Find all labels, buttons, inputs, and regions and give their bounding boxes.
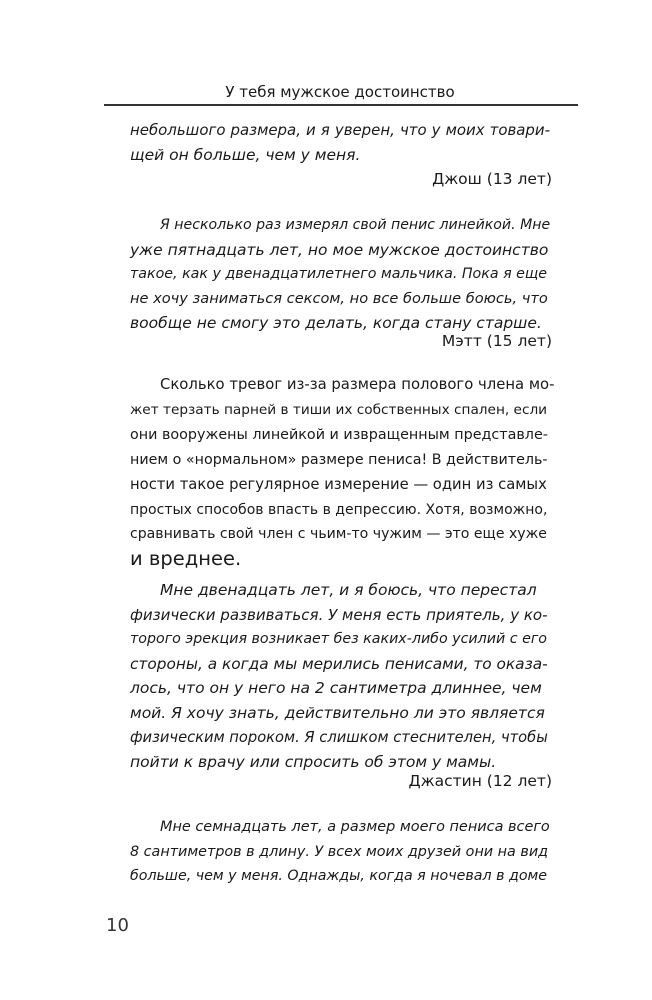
quote-line: мой. Я хочу знать, действительно ли это является [130, 703, 545, 722]
quote-line: Мне семнадцать лет, а размер моего пениса всего [160, 819, 550, 835]
quote-line: лось, что он у него на 2 сантиметра длиннее, чем [130, 679, 542, 698]
quote-line: пойти к врачу или спросить об этом у мамы. [130, 753, 497, 772]
quote-line: торого эрекция возникает без каких-либо усилий с его [130, 631, 547, 648]
quote-josh [130, 118, 550, 167]
quote-line: 8 сантиметров в длину. У всех моих друзей они на вид [130, 843, 549, 860]
body-line: ности такое регулярное измерение — один из самых [130, 475, 547, 493]
quote-fourth [130, 815, 550, 889]
quote-line: физически развиваться. У меня есть приятель, у ко- [130, 605, 548, 624]
quote-line: больше, чем у меня. Однажды, когда я ночевал в доме [130, 868, 548, 885]
quote-line: небольшого размера, и я уверен, что у моих товари- [130, 121, 550, 139]
body-line: и вреднее. [130, 547, 242, 571]
quote-matt [130, 213, 550, 336]
quote-line: физическим пороком. Я слишком стеснителен, чтобы [130, 728, 548, 746]
body-paragraph [130, 373, 555, 572]
quote-line: не хочу заниматься сексом, но все больше боюсь, что [130, 289, 548, 307]
quote-line: щей он больше, чем у меня. [130, 145, 361, 164]
attribution-justin: Джастин (12 лет) [408, 772, 552, 790]
body-line: сравнивать свой член с чьим-то чужим — это еще хуже [130, 526, 547, 543]
body-line: они вооружены линейкой и извращенным представле- [130, 426, 548, 443]
body-line: жет терзать парней в тиши их собственных спален, если [130, 401, 548, 418]
quote-line: Я несколько раз измерял свой пенис линейкой. Мне [160, 217, 551, 233]
running-header: У тебя мужское достоинство [225, 83, 455, 101]
quote-line: вообще не смогу это делать, когда стану старше. [130, 314, 542, 333]
attribution-matt: Мэтт (15 лет) [441, 332, 552, 350]
header-rule [104, 104, 578, 106]
quote-line: уже пятнадцать лет, но мое мужское достоинство [130, 240, 549, 259]
body-line: Сколько тревог из-за размера полового члена мо- [160, 376, 555, 393]
body-line: простых способов впасть в депрессию. Хотя, возможно, [130, 501, 548, 518]
quote-line: стороны, а когда мы мерились пенисами, то оказа- [130, 654, 548, 673]
quote-line: Мне двенадцать лет, и я боюсь, что перестал [160, 581, 537, 599]
attribution-josh: Джош (13 лет) [432, 170, 552, 188]
page-number: 10 [106, 915, 129, 936]
body-line: нием о «нормальном» размере пениса! В действитель- [130, 451, 548, 468]
quote-justin [130, 578, 550, 775]
quote-line: такое, как у двенадцатилетнего мальчика. Пока я еще [130, 266, 548, 283]
